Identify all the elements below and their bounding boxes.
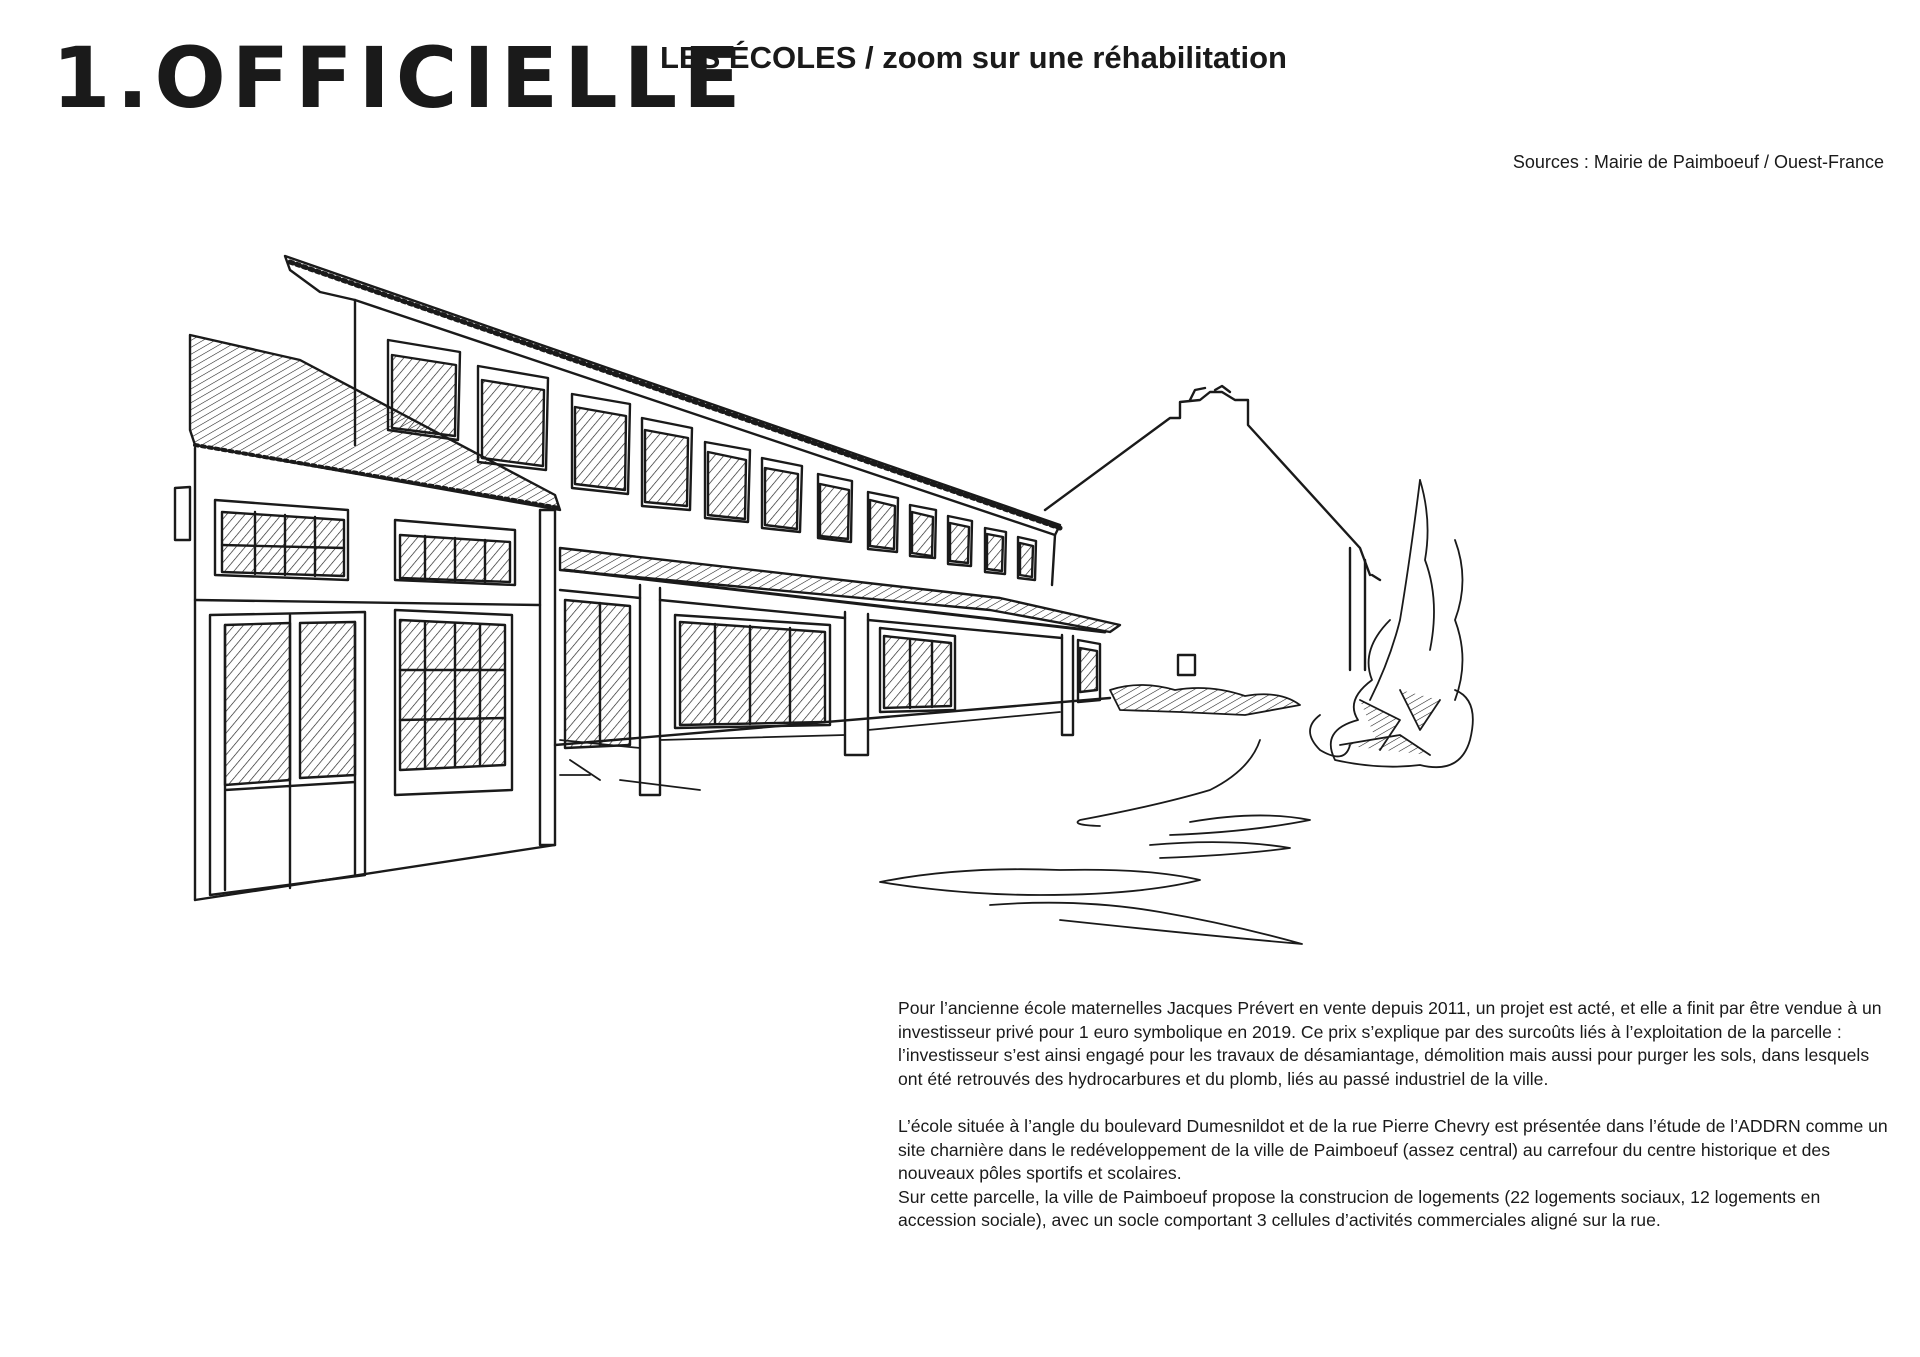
paragraph-housing-proposal: Sur cette parcelle, la ville de Paimboeuf propose la construcion de logements (22 logements sociaux, 12 logements en accession sociale), avec un socle comportant 3 cellules d’activités commerciales aligné sur la rue. (898, 1186, 1821, 1231)
page-title: 1.OFFICIELLE (52, 29, 747, 127)
covered-walkway (555, 548, 1120, 795)
paragraph-location: L’école située à l’angle du boulevard Dumesnildot et de la rue Pierre Chevry est présentée dans l’étude de l’ADDRN comme un site charnière dans le redéveloppement de la ville de Paimboeuf (assez central) au carrefour du centre historique et des nouveaux pôles sportifs et scolaires. (898, 1115, 1888, 1184)
tree-sketch (1310, 480, 1473, 767)
description-text (898, 997, 1888, 1233)
front-left-building (175, 448, 555, 900)
courtyard-ground (560, 685, 1310, 944)
page-subtitle: LES ÉCOLES / zoom sur une réhabilitation (660, 40, 1287, 75)
paragraph-sale: Pour l’ancienne école maternelles Jacques Prévert en vente depuis 2011, un projet est acté, et elle a finit par être vendue à un investisseur privé pour 1 euro symbolique en 2019. Ce prix s’explique par des surcoûts liés à l’exploitation de la parcelle : l’investisseur s’est ainsi engagé pour les travaux de désamiantage, démolition mais aussi pour purger les sols, dans lesquels ont été retrouvés des hydrocarbures et du plomb, liés au passé industriel de la ville. (898, 998, 1882, 1089)
school-building-sketch (120, 200, 1500, 980)
sources-caption: Sources : Mairie de Paimboeuf / Ouest-France (1512, 152, 1884, 172)
